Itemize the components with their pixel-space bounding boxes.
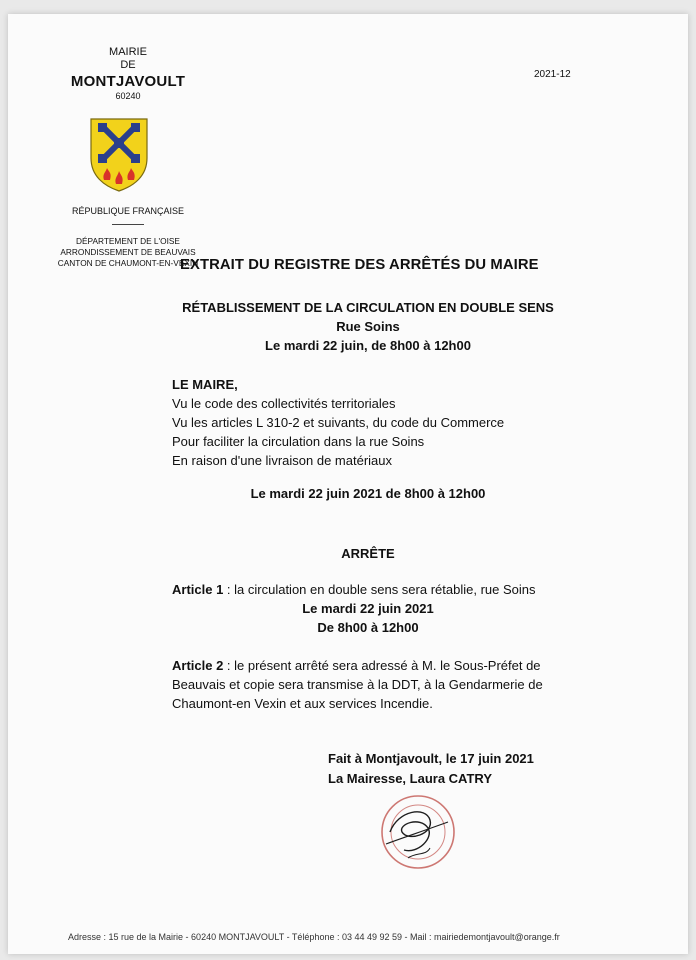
preamble xyxy=(172,375,504,470)
reference-number: 2021-12 xyxy=(534,69,571,80)
arrete-heading: ARRÊTE xyxy=(341,546,395,561)
signature-name: La Mairesse, Laura CATRY xyxy=(328,771,492,786)
article-1-date: Le mardi 22 juin 2021 xyxy=(302,601,434,616)
official-stamp-icon xyxy=(368,792,464,872)
document-title: EXTRAIT DU REGISTRE DES ARRÊTÉS DU MAIRE xyxy=(180,257,539,273)
mairie-header xyxy=(48,46,208,102)
subject-line-1: RÉTABLISSEMENT DE LA CIRCULATION EN DOUBLE SENS xyxy=(182,300,554,315)
mairie-label: MAIRIE xyxy=(109,46,147,58)
date-line: Le mardi 22 juin 2021 de 8h00 à 12h00 xyxy=(250,486,486,501)
subject-line-3: Le mardi 22 juin, de 8h00 à 12h00 xyxy=(265,338,471,353)
preamble-line: En raison d'une livraison de matériaux xyxy=(172,453,392,468)
arrondissement-line: ARRONDISSEMENT DE BEAUVAIS xyxy=(60,247,196,257)
preamble-line: Vu le code des collectivités territoriales xyxy=(172,396,396,411)
document-page xyxy=(8,14,688,954)
article-1 xyxy=(172,580,592,599)
article-1-text: : la circulation en double sens sera rétablie, rue Soins xyxy=(223,582,536,597)
article-2-text: : le présent arrêté sera adressé à M. le Sous-Préfet de Beauvais et copie sera transmise à la DDT, à la Gendarmerie de Chaumont-en Vexin et aux services Incendie. xyxy=(172,658,543,711)
article-2-label: Article 2 xyxy=(172,658,224,673)
preamble-heading: LE MAIRE, xyxy=(172,377,238,392)
signature-place-date: Fait à Montjavoult, le 17 juin 2021 xyxy=(328,751,534,766)
de-label: DE xyxy=(120,59,136,71)
town-name: MONTJAVOULT xyxy=(70,73,186,90)
department-line: DÉPARTEMENT DE L'OISE xyxy=(76,236,180,246)
article-1-line xyxy=(172,580,592,599)
coat-of-arms-icon xyxy=(90,118,148,192)
canton-line: CANTON DE CHAUMONT-EN-VEXIN xyxy=(57,258,199,268)
article-1-dates xyxy=(128,599,608,637)
postal-code: 60240 xyxy=(115,91,141,101)
footer-address: Adresse : 15 rue de la Mairie - 60240 MONTJAVOULT - Téléphone : 03 44 49 92 59 - Mail : mairiedemontjavoult@orange.fr xyxy=(68,932,560,942)
article-1-hours: De 8h00 à 12h00 xyxy=(317,620,419,635)
preamble-line: Pour faciliter la circulation dans la rue Soins xyxy=(172,434,425,449)
signature-block xyxy=(328,749,534,789)
republique-francaise: RÉPUBLIQUE FRANÇAISE xyxy=(71,206,185,216)
subject-block xyxy=(128,298,608,355)
divider xyxy=(112,224,144,225)
subject-line-2: Rue Soins xyxy=(336,319,400,334)
preamble-line: Vu les articles L 310-2 et suivants, du code du Commerce xyxy=(172,415,505,430)
article-1-label: Article 1 xyxy=(172,582,224,597)
article-2 xyxy=(172,656,572,713)
